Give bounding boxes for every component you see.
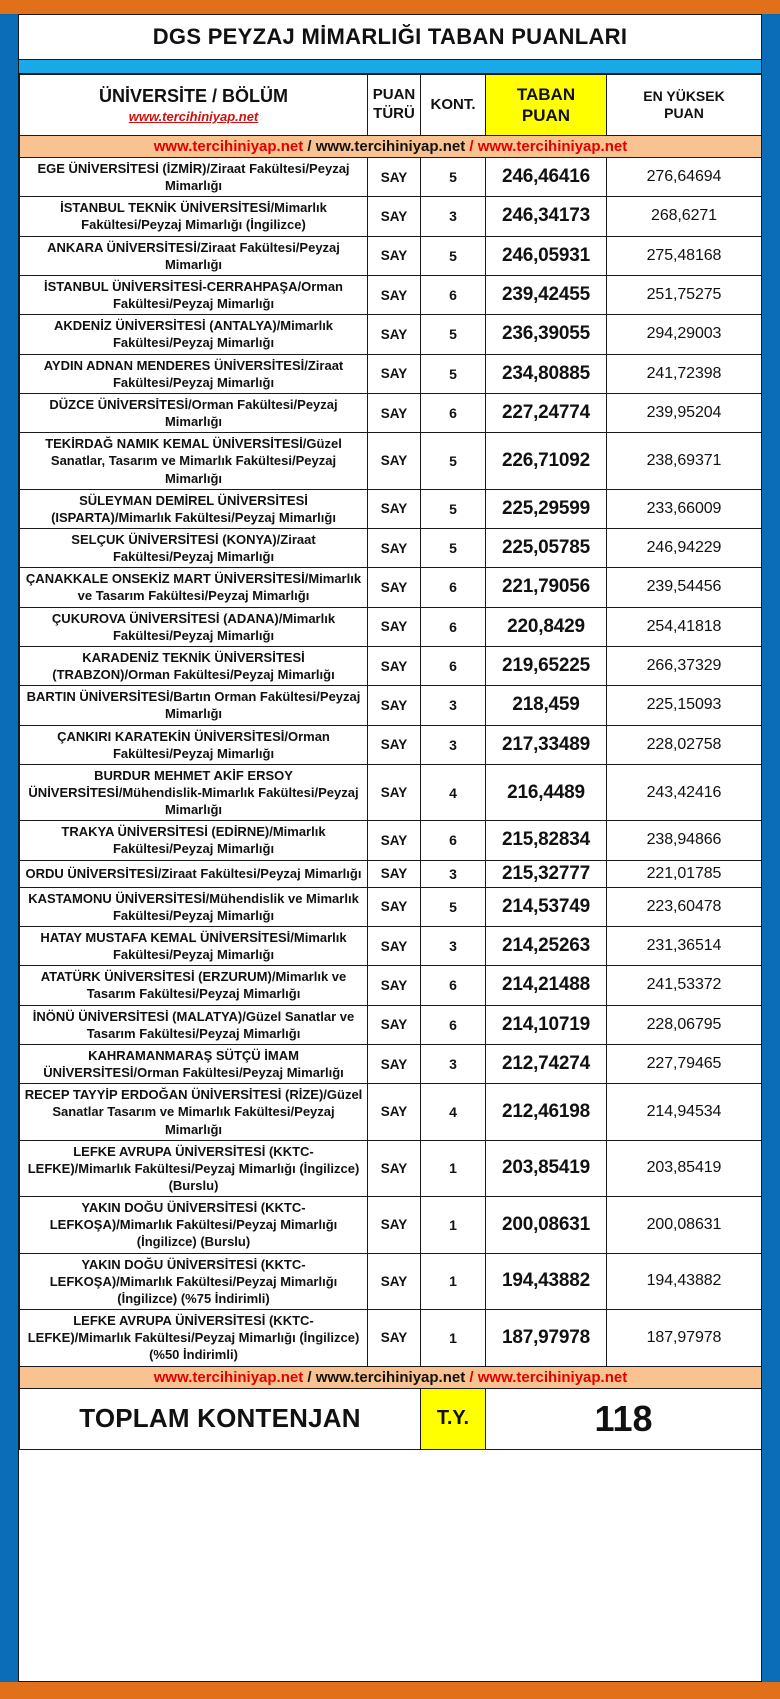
cell-score-type: SAY: [368, 354, 421, 393]
cell-base-score: 219,65225: [486, 646, 607, 685]
table-row[interactable]: [20, 860, 762, 887]
page-title-text: DGS PEYZAJ MİMARLIĞI TABAN PUANLARI: [152, 24, 628, 49]
cell-base-score: 214,25263: [486, 926, 607, 965]
cell-base-score: 218,459: [486, 686, 607, 725]
col-header-university-url[interactable]: www.tercihiniyap.net: [128, 108, 259, 124]
cell-university: HATAY MUSTAFA KEMAL ÜNİVERSİTESİ/Mimarlık Fakültesi/Peyzaj Mimarlığı: [20, 926, 368, 965]
cell-base-score: 225,05785: [486, 528, 607, 567]
cell-score-type: SAY: [368, 1197, 421, 1253]
cell-base-score: 214,53749: [486, 887, 607, 926]
cell-university: KAHRAMANMARAŞ SÜTÇÜ İMAM ÜNİVERSİTESİ/Orman Fakültesi/Peyzaj Mimarlığı: [20, 1044, 368, 1083]
cell-quota: 5: [421, 433, 486, 489]
table-row[interactable]: [20, 887, 762, 926]
cell-quota: 5: [421, 158, 486, 197]
cell-university: YAKIN DOĞU ÜNİVERSİTESİ (KKTC-LEFKOŞA)/Mimarlık Fakültesi/Peyzaj Mimarlığı (İngilizce) (%75 İndirimli): [20, 1253, 368, 1309]
cell-base-score: 187,97978: [486, 1310, 607, 1366]
cell-quota: 1: [421, 1310, 486, 1366]
cell-base-score: 200,08631: [486, 1197, 607, 1253]
col-header-base-score: [486, 75, 607, 136]
cell-university: ANKARA ÜNİVERSİTESİ/Ziraat Fakültesi/Peyzaj Mimarlığı: [20, 236, 368, 275]
banner-sep-2: /: [465, 138, 478, 155]
banner-url-3-b[interactable]: www.tercihiniyap.net: [477, 1368, 628, 1386]
table-row[interactable]: [20, 1084, 762, 1140]
cell-score-type: SAY: [368, 275, 421, 314]
cell-max-score: 187,97978: [607, 1310, 762, 1366]
cell-university: ÇUKUROVA ÜNİVERSİTESİ (ADANA)/Mimarlık Fakültesi/Peyzaj Mimarlığı: [20, 607, 368, 646]
cell-score-type: SAY: [368, 158, 421, 197]
cell-max-score: 241,72398: [607, 354, 762, 393]
cell-score-type: SAY: [368, 926, 421, 965]
cell-base-score: 246,34173: [486, 197, 607, 236]
cell-university: KASTAMONU ÜNİVERSİTESİ/Mühendislik ve Mimarlık Fakültesi/Peyzaj Mimarlığı: [20, 887, 368, 926]
cell-quota: 5: [421, 354, 486, 393]
col-header-score-type-line2: TÜRÜ: [373, 105, 415, 122]
col-header-score-type-line1: PUAN: [372, 86, 416, 104]
bottom-orange-strip: [0, 1682, 780, 1699]
cell-score-type: SAY: [368, 860, 421, 887]
cell-score-type: SAY: [368, 607, 421, 646]
cell-max-score: 203,85419: [607, 1140, 762, 1196]
cell-quota: 3: [421, 860, 486, 887]
cell-max-score: 228,06795: [607, 1005, 762, 1044]
cell-quota: 6: [421, 568, 486, 607]
banner-url-3[interactable]: www.tercihiniyap.net: [477, 138, 628, 155]
table-row[interactable]: [20, 966, 762, 1005]
table-row[interactable]: [20, 1005, 762, 1044]
cell-base-score: 239,42455: [486, 275, 607, 314]
cell-base-score: 215,82834: [486, 821, 607, 860]
table-row[interactable]: [20, 236, 762, 275]
table-foot: [20, 1366, 762, 1449]
cell-max-score: 243,42416: [607, 764, 762, 820]
cell-base-score: 217,33489: [486, 725, 607, 764]
cell-base-score: 221,79056: [486, 568, 607, 607]
cell-university: AYDIN ADNAN MENDERES ÜNİVERSİTESİ/Ziraat Fakültesi/Peyzaj Mimarlığı: [20, 354, 368, 393]
cell-max-score: 251,75275: [607, 275, 762, 314]
cell-university: EGE ÜNİVERSİTESİ (İZMİR)/Ziraat Fakültesi/Peyzaj Mimarlığı: [20, 158, 368, 197]
total-quota-value: 118: [486, 1388, 762, 1449]
col-header-base-score-line1: TABAN: [516, 84, 576, 104]
cell-score-type: SAY: [368, 197, 421, 236]
table-row[interactable]: [20, 607, 762, 646]
cell-base-score: 194,43882: [486, 1253, 607, 1309]
col-header-university: [20, 75, 368, 136]
col-header-max-score: [607, 75, 762, 136]
total-quota-label: TOPLAM KONTENJAN: [20, 1388, 421, 1449]
cell-quota: 5: [421, 236, 486, 275]
col-header-max-score-line2: PUAN: [664, 105, 704, 121]
cell-score-type: SAY: [368, 315, 421, 354]
cell-score-type: SAY: [368, 528, 421, 567]
cell-max-score: 228,02758: [607, 725, 762, 764]
cell-max-score: 231,36514: [607, 926, 762, 965]
cell-max-score: 221,01785: [607, 860, 762, 887]
cell-base-score: 215,32777: [486, 860, 607, 887]
cell-max-score: 294,29003: [607, 315, 762, 354]
cell-quota: 6: [421, 275, 486, 314]
banner-sep-1-b: /: [303, 1368, 316, 1386]
cell-score-type: SAY: [368, 568, 421, 607]
cyan-divider: [19, 60, 761, 74]
table-row[interactable]: [20, 1253, 762, 1309]
cell-quota: 1: [421, 1140, 486, 1196]
cell-base-score: 203,85419: [486, 1140, 607, 1196]
cell-university: İSTANBUL TEKNİK ÜNİVERSİTESİ/Mimarlık Fakültesi/Peyzaj Mimarlığı (İngilizce): [20, 197, 368, 236]
table-row[interactable]: [20, 725, 762, 764]
table-head: [20, 75, 762, 158]
table-row[interactable]: [20, 315, 762, 354]
cell-university: SÜLEYMAN DEMİREL ÜNİVERSİTESİ (ISPARTA)/Mimarlık Fakültesi/Peyzaj Mimarlığı: [20, 489, 368, 528]
cell-max-score: 268,6271: [607, 197, 762, 236]
cell-university: AKDENİZ ÜNİVERSİTESİ (ANTALYA)/Mimarlık Fakültesi/Peyzaj Mimarlığı: [20, 315, 368, 354]
table-row[interactable]: [20, 926, 762, 965]
cell-quota: 3: [421, 686, 486, 725]
cell-quota: 6: [421, 966, 486, 1005]
cell-base-score: 226,71092: [486, 433, 607, 489]
cell-quota: 5: [421, 489, 486, 528]
cell-quota: 3: [421, 725, 486, 764]
cell-base-score: 212,74274: [486, 1044, 607, 1083]
banner-url-1[interactable]: www.tercihiniyap.net: [153, 138, 304, 155]
table-row[interactable]: [20, 1140, 762, 1196]
cell-base-score: 216,4489: [486, 764, 607, 820]
cell-score-type: SAY: [368, 1044, 421, 1083]
table-row[interactable]: [20, 821, 762, 860]
cell-score-type: SAY: [368, 489, 421, 528]
table-row[interactable]: [20, 393, 762, 432]
cell-quota: 4: [421, 1084, 486, 1140]
cell-max-score: 239,54456: [607, 568, 762, 607]
cell-max-score: 225,15093: [607, 686, 762, 725]
cell-university: LEFKE AVRUPA ÜNİVERSİTESİ (KKTC-LEFKE)/Mimarlık Fakültesi/Peyzaj Mimarlığı (İngilizce) (Burslu): [20, 1140, 368, 1196]
banner-sep-2-b: /: [465, 1368, 478, 1386]
cell-quota: 1: [421, 1197, 486, 1253]
cell-quota: 4: [421, 764, 486, 820]
cell-max-score: 238,94866: [607, 821, 762, 860]
table-body: [20, 158, 762, 1367]
table-row[interactable]: [20, 568, 762, 607]
cell-base-score: 236,39055: [486, 315, 607, 354]
cell-university: KARADENİZ TEKNİK ÜNİVERSİTESİ (TRABZON)/Orman Fakültesi/Peyzaj Mimarlığı: [20, 646, 368, 685]
cell-score-type: SAY: [368, 236, 421, 275]
cell-score-type: SAY: [368, 887, 421, 926]
cell-base-score: 225,29599: [486, 489, 607, 528]
cell-university: ORDU ÜNİVERSİTESİ/Ziraat Fakültesi/Peyzaj Mimarlığı: [20, 860, 368, 887]
col-header-base-score-line2: PUAN: [521, 106, 571, 125]
table-row[interactable]: [20, 275, 762, 314]
cell-score-type: SAY: [368, 393, 421, 432]
banner-url-2-b[interactable]: www.tercihiniyap.net: [315, 1368, 466, 1386]
cell-university: SELÇUK ÜNİVERSİTESİ (KONYA)/Ziraat Fakültesi/Peyzaj Mimarlığı: [20, 528, 368, 567]
cell-university: YAKIN DOĞU ÜNİVERSİTESİ (KKTC-LEFKOŞA)/Mimarlık Fakültesi/Peyzaj Mimarlığı (İngilizce) (Burslu): [20, 1197, 368, 1253]
banner-row-bottom: [20, 1366, 762, 1388]
table-row[interactable]: [20, 354, 762, 393]
cell-max-score: 246,94229: [607, 528, 762, 567]
table-row[interactable]: [20, 489, 762, 528]
table-row[interactable]: [20, 158, 762, 197]
cell-base-score: 220,8429: [486, 607, 607, 646]
cell-university: BARTIN ÜNİVERSİTESİ/Bartın Orman Fakültesi/Peyzaj Mimarlığı: [20, 686, 368, 725]
cell-max-score: 227,79465: [607, 1044, 762, 1083]
cell-quota: 3: [421, 926, 486, 965]
top-orange-strip: [0, 0, 780, 14]
page-title: [19, 15, 761, 60]
table-row[interactable]: [20, 528, 762, 567]
table-row[interactable]: [20, 433, 762, 489]
cell-quota: 6: [421, 607, 486, 646]
col-header-quota: [421, 75, 486, 136]
table-sheet: [18, 14, 762, 1682]
cell-score-type: SAY: [368, 646, 421, 685]
cell-university: RECEP TAYYİP ERDOĞAN ÜNİVERSİTESİ (RİZE)/Güzel Sanatlar Tasarım ve Mimarlık Fakültesi/Peyzaj Mimarlığı: [20, 1084, 368, 1140]
cell-max-score: 254,41818: [607, 607, 762, 646]
table-row[interactable]: [20, 1044, 762, 1083]
header-row: [20, 75, 762, 136]
cell-score-type: SAY: [368, 725, 421, 764]
cell-max-score: 214,94534: [607, 1084, 762, 1140]
cell-max-score: 239,95204: [607, 393, 762, 432]
cell-base-score: 227,24774: [486, 393, 607, 432]
cell-score-type: SAY: [368, 966, 421, 1005]
cell-quota: 6: [421, 393, 486, 432]
cell-quota: 6: [421, 821, 486, 860]
cell-score-type: SAY: [368, 686, 421, 725]
table-row[interactable]: [20, 197, 762, 236]
cell-base-score: 234,80885: [486, 354, 607, 393]
banner-url-1-b[interactable]: www.tercihiniyap.net: [153, 1368, 304, 1386]
cell-score-type: SAY: [368, 764, 421, 820]
cell-university: İNÖNÜ ÜNİVERSİTESİ (MALATYA)/Güzel Sanatlar ve Tasarım Fakültesi/Peyzaj Mimarlığı: [20, 1005, 368, 1044]
cell-base-score: 214,21488: [486, 966, 607, 1005]
scores-table: [19, 74, 762, 1450]
cell-quota: 3: [421, 1044, 486, 1083]
cell-score-type: SAY: [368, 1140, 421, 1196]
table-row[interactable]: [20, 646, 762, 685]
cell-score-type: SAY: [368, 1253, 421, 1309]
total-quota-ty: T.Y.: [421, 1388, 486, 1449]
cell-quota: 5: [421, 315, 486, 354]
cell-score-type: SAY: [368, 1084, 421, 1140]
cell-quota: 1: [421, 1253, 486, 1309]
cell-quota: 5: [421, 887, 486, 926]
cell-max-score: 200,08631: [607, 1197, 762, 1253]
cell-university: ÇANKIRI KARATEKİN ÜNİVERSİTESİ/Orman Fakültesi/Peyzaj Mimarlığı: [20, 725, 368, 764]
cell-university: LEFKE AVRUPA ÜNİVERSİTESİ (KKTC-LEFKE)/Mimarlık Fakültesi/Peyzaj Mimarlığı (İngilizce) (%50 İndirimli): [20, 1310, 368, 1366]
cell-university: İSTANBUL ÜNİVERSİTESİ-CERRAHPAŞA/Orman Fakültesi/Peyzaj Mimarlığı: [20, 275, 368, 314]
cell-base-score: 246,05931: [486, 236, 607, 275]
cell-university: ATATÜRK ÜNİVERSİTESİ (ERZURUM)/Mimarlık ve Tasarım Fakültesi/Peyzaj Mimarlığı: [20, 966, 368, 1005]
cell-university: BURDUR MEHMET AKİF ERSOY ÜNİVERSİTESİ/Mühendislik-Mimarlık Fakültesi/Peyzaj Mimarlığı: [20, 764, 368, 820]
banner-url-2[interactable]: www.tercihiniyap.net: [315, 138, 466, 155]
cell-max-score: 194,43882: [607, 1253, 762, 1309]
cell-quota: 3: [421, 197, 486, 236]
cell-score-type: SAY: [368, 1005, 421, 1044]
cell-score-type: SAY: [368, 821, 421, 860]
table-row[interactable]: [20, 764, 762, 820]
cell-max-score: 238,69371: [607, 433, 762, 489]
watermark-banner-top: [20, 136, 762, 158]
cell-university: ÇANAKKALE ONSEKİZ MART ÜNİVERSİTESİ/Mimarlık ve Tasarım Fakültesi/Peyzaj Mimarlığı: [20, 568, 368, 607]
col-header-quota-label: KONT.: [430, 95, 476, 113]
cell-university: TEKİRDAĞ NAMIK KEMAL ÜNİVERSİTESİ/Güzel Sanatlar, Tasarım ve Mimarlık Fakültesi/Peyzaj Mimarlığı: [20, 433, 368, 489]
cell-quota: 5: [421, 528, 486, 567]
col-header-score-type: [368, 75, 421, 136]
cell-base-score: 246,46416: [486, 158, 607, 197]
banner-row-top: [20, 136, 762, 158]
col-header-max-score-line1: EN YÜKSEK: [643, 87, 725, 104]
cell-quota: 6: [421, 646, 486, 685]
watermark-banner-bottom: [20, 1366, 762, 1388]
cell-score-type: SAY: [368, 1310, 421, 1366]
table-row[interactable]: [20, 686, 762, 725]
cell-university: DÜZCE ÜNİVERSİTESİ/Orman Fakültesi/Peyzaj Mimarlığı: [20, 393, 368, 432]
cell-university: TRAKYA ÜNİVERSİTESİ (EDİRNE)/Mimarlık Fakültesi/Peyzaj Mimarlığı: [20, 821, 368, 860]
cell-max-score: 275,48168: [607, 236, 762, 275]
cell-max-score: 276,64694: [607, 158, 762, 197]
cell-base-score: 212,46198: [486, 1084, 607, 1140]
cell-max-score: 241,53372: [607, 966, 762, 1005]
col-header-university-label: ÜNİVERSİTE / BÖLÜM: [98, 86, 288, 107]
cell-max-score: 233,66009: [607, 489, 762, 528]
table-row[interactable]: [20, 1197, 762, 1253]
cell-quota: 6: [421, 1005, 486, 1044]
table-row[interactable]: [20, 1310, 762, 1366]
cell-score-type: SAY: [368, 433, 421, 489]
total-row: [20, 1388, 762, 1449]
banner-sep-1: /: [303, 138, 316, 155]
cell-max-score: 266,37329: [607, 646, 762, 685]
cell-max-score: 223,60478: [607, 887, 762, 926]
cell-base-score: 214,10719: [486, 1005, 607, 1044]
